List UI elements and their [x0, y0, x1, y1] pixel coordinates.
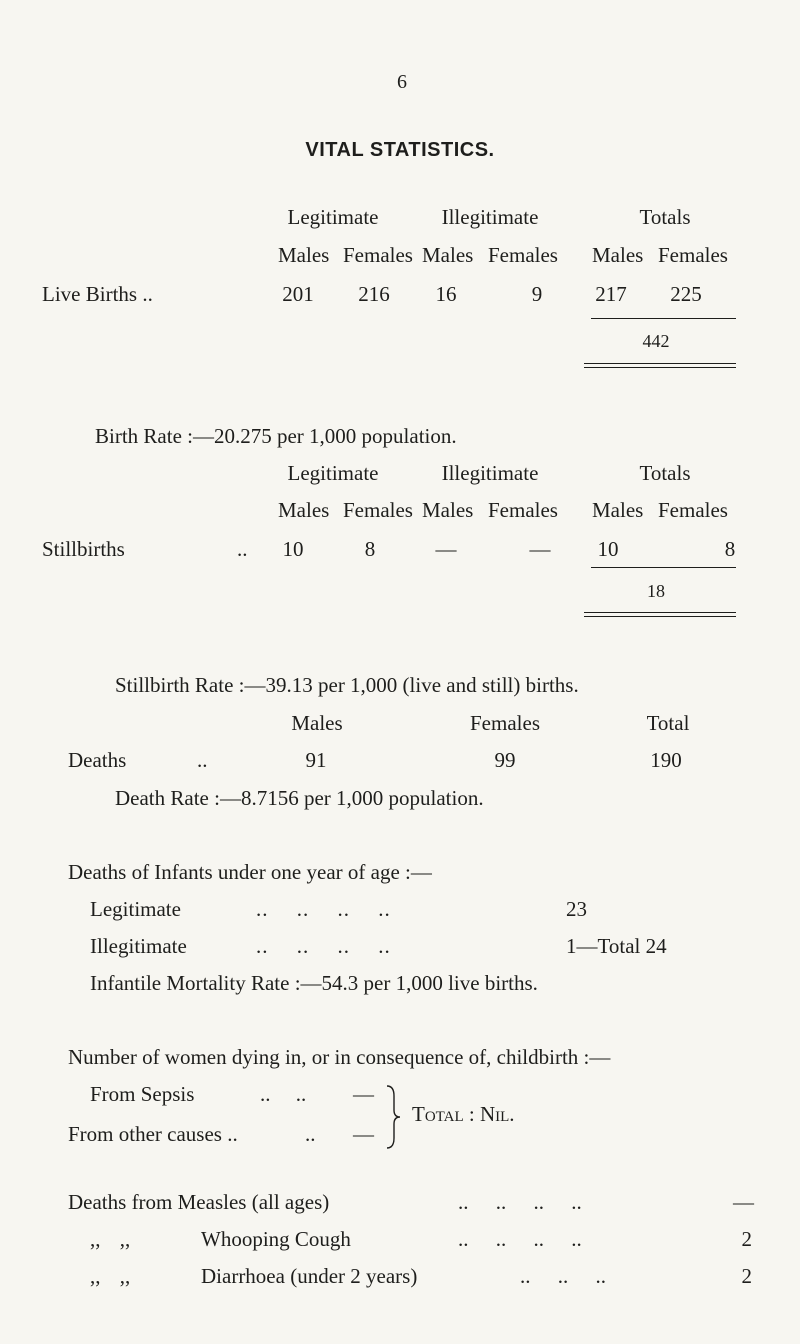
ditto-marks: ,, ,, — [90, 1264, 131, 1288]
leader-dots: .. .. .. .. — [256, 897, 391, 921]
cell-value: 8 — [364, 537, 376, 561]
measles-value: — — [733, 1190, 754, 1214]
cell-value: 99 — [494, 748, 516, 772]
sub-header: Females — [343, 498, 413, 522]
stillbirth-rate: Stillbirth Rate :—39.13 per 1,000 (live and still) births. — [115, 673, 579, 697]
measles-label: Deaths from Measles (all ages) — [68, 1190, 330, 1214]
grand-total: 18 — [647, 581, 665, 601]
deaths-header-males: Males — [291, 711, 343, 735]
sub-header: Females — [488, 498, 558, 522]
leader-dots: .. — [237, 537, 248, 561]
double-rule — [584, 612, 736, 617]
sub-header: Males — [278, 498, 330, 522]
sub-header: Males — [592, 498, 644, 522]
leader-dots: .. .. .. .. — [256, 934, 391, 958]
double-rule — [584, 363, 736, 368]
cell-value: 10 — [597, 537, 619, 561]
diarrhoea-label: Diarrhoea (under 2 years) — [201, 1264, 418, 1288]
whooping-cough-label: Whooping Cough — [201, 1227, 351, 1251]
right-brace — [384, 1084, 404, 1150]
total-rule — [591, 567, 736, 568]
page-number: 6 — [397, 71, 407, 93]
other-causes-value: — — [353, 1122, 374, 1146]
infant-legitimate-value: 23 — [566, 897, 587, 921]
deaths-header-total: Total — [646, 711, 690, 735]
leader-dots: .. — [305, 1122, 316, 1146]
leader-dots: .. .. .. .. — [458, 1190, 582, 1214]
cell-value: 8 — [724, 537, 736, 561]
ditto-marks: ,, ,, — [90, 1227, 131, 1251]
infantile-mortality-rate: Infantile Mortality Rate :—54.3 per 1,000 live births. — [90, 971, 538, 995]
group-header-totals: Totals — [639, 461, 691, 485]
cell-value: 10 — [282, 537, 304, 561]
sub-header: Males — [422, 498, 474, 522]
cell-value: 216 — [358, 282, 390, 306]
infant-illegitimate-label: Illegitimate — [90, 934, 187, 958]
sub-header: Females — [488, 243, 558, 267]
cell-value: — — [529, 537, 551, 561]
deaths-header-females: Females — [470, 711, 540, 735]
sepsis-label: From Sepsis — [90, 1082, 195, 1106]
leader-dots: .. .. .. .. — [458, 1227, 582, 1251]
infant-illegitimate-value: 1—Total 24 — [566, 934, 667, 958]
group-header-illegitimate: Illegitimate — [441, 461, 539, 485]
sub-header: Males — [278, 243, 330, 267]
infant-deaths-heading: Deaths of Infants under one year of age :— — [68, 860, 432, 884]
cell-value: 91 — [305, 748, 327, 772]
row-label: Stillbirths — [42, 537, 125, 561]
sub-header: Males — [422, 243, 474, 267]
page-title: VITAL STATISTICS. — [305, 139, 495, 161]
row-label: Live Births .. — [42, 282, 153, 306]
sub-header: Females — [658, 243, 728, 267]
whooping-cough-value: 2 — [741, 1227, 752, 1251]
leader-dots: .. .. — [260, 1082, 307, 1106]
maternal-deaths-heading: Number of women dying in, or in consequence of, childbirth :— — [68, 1045, 611, 1069]
birth-rate: Birth Rate :—20.275 per 1,000 population. — [95, 424, 457, 448]
cell-value: 9 — [531, 282, 543, 306]
diarrhoea-value: 2 — [741, 1264, 752, 1288]
cell-value: 16 — [435, 282, 457, 306]
death-rate: Death Rate :—8.7156 per 1,000 population. — [115, 786, 484, 810]
group-header-totals: Totals — [639, 205, 691, 229]
sepsis-value: — — [353, 1082, 374, 1106]
group-header-illegitimate: Illegitimate — [441, 205, 539, 229]
sub-header: Females — [658, 498, 728, 522]
deaths-label: Deaths — [68, 748, 127, 772]
infant-legitimate-label: Legitimate — [90, 897, 181, 921]
leader-dots: .. .. .. — [520, 1264, 606, 1288]
total-rule — [591, 318, 736, 319]
cell-value: 201 — [282, 282, 314, 306]
grand-total: 442 — [642, 331, 670, 351]
cell-value: — — [435, 537, 457, 561]
group-header-legitimate: Legitimate — [287, 205, 379, 229]
other-causes-label: From other causes .. — [68, 1122, 238, 1146]
cell-value: 225 — [670, 282, 702, 306]
group-header-legitimate: Legitimate — [287, 461, 379, 485]
maternal-total: Total : Nil. — [412, 1102, 515, 1126]
sub-header: Females — [343, 243, 413, 267]
cell-value: 217 — [595, 282, 627, 306]
cell-value: 190 — [650, 748, 682, 772]
sub-header: Males — [592, 243, 644, 267]
leader-dots: .. — [197, 748, 208, 772]
